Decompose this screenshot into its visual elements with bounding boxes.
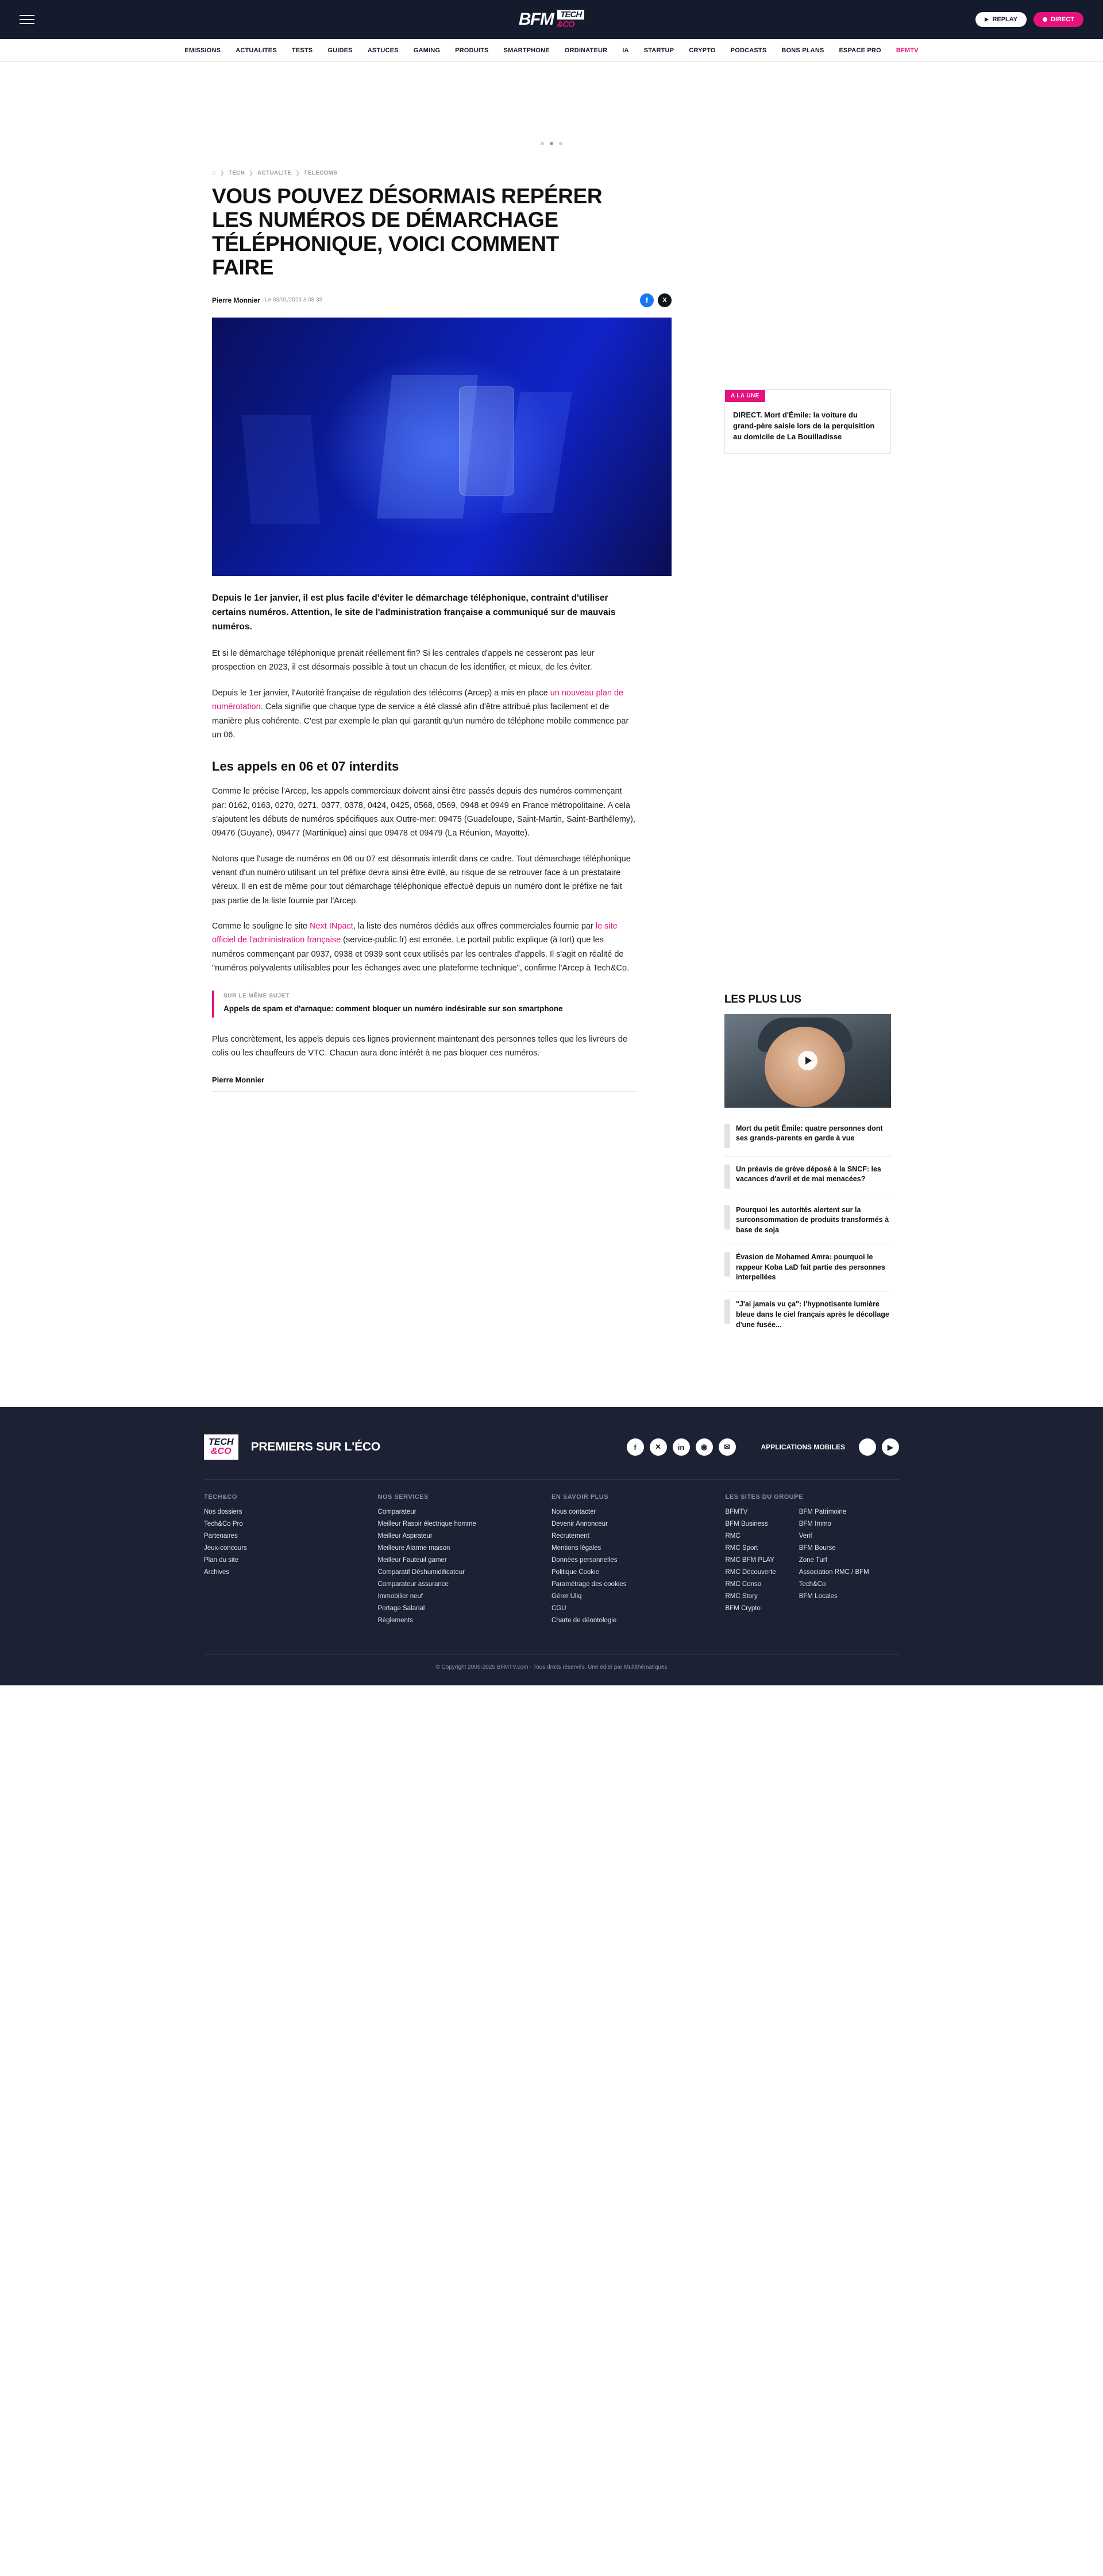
footer-link-1-4[interactable]: Meilleur Fauteuil gamer xyxy=(377,1557,447,1564)
footer-link-3-l6[interactable]: RMC Conso xyxy=(725,1581,762,1588)
byline xyxy=(212,293,672,307)
linkedin-icon[interactable]: in xyxy=(673,1438,690,1456)
nav-item-3[interactable]: GUIDES xyxy=(327,47,353,54)
link-service-public[interactable]: le site officiel de l'administration française xyxy=(212,922,618,945)
footer-column-group-sites xyxy=(726,1494,900,1629)
article-paragraph-5 xyxy=(212,919,637,975)
footer-link-1-1[interactable]: Meilleur Rasoir électrique homme xyxy=(377,1521,476,1528)
footer-link-3-r6[interactable]: Tech&Co xyxy=(799,1581,826,1588)
nav-item-8[interactable]: ORDINATEUR xyxy=(564,47,608,54)
footer-link-3-r3[interactable]: BFM Bourse xyxy=(799,1545,836,1552)
nav-item-13[interactable]: BONS PLANS xyxy=(781,47,824,54)
related-kicker: SUR LE MÊME SUJET xyxy=(223,992,290,999)
live-dot-icon xyxy=(1043,17,1047,22)
most-read-video-thumbnail[interactable] xyxy=(724,1014,891,1108)
footer-columns xyxy=(204,1479,899,1654)
direct-label: DIRECT xyxy=(1051,16,1074,23)
nav-item-0[interactable]: EMISSIONS xyxy=(184,47,221,54)
article-paragraph-4: Notons que l'usage de numéros en 06 ou 07 est désormais interdit dans ce cadre. Tout démarchage téléphonique venant d'un numéro utilisant un tel préfixe devra ainsi être évité, au risque de se retrouver face à un prestataire véreux. Il en est de même pour tout démarchage téléphonique effectué depuis un numéro dont le préfixe ne fait pas partie de la liste fournie par l'Arcep. xyxy=(212,854,631,906)
main-navigation xyxy=(0,39,1103,62)
article-conclusion: Plus concrètement, les appels depuis ces lignes proviennent maintenant des personnes telles que les livreurs de colis ou les chauffeurs de VTC. Chacun aura donc intérêt à ne pas bloquer ces numéros. xyxy=(212,1035,628,1058)
most-read-item-3[interactable]: Évasion de Mohamed Amra: pourquoi le rappeur Koba LaD fait partie des personnes interpellées xyxy=(736,1252,885,1282)
footer-link-3-r7[interactable]: BFM Locales xyxy=(799,1593,838,1600)
list-item-thumbnail xyxy=(724,1165,730,1189)
share-buttons xyxy=(640,293,672,307)
sidebar-spacer xyxy=(724,454,891,993)
article-hero-image xyxy=(212,318,672,576)
paragraph-5-part1: Comme le souligne le site xyxy=(212,922,310,931)
footer-column-techco xyxy=(204,1494,378,1629)
footer-link-3-r2[interactable]: Verif xyxy=(799,1533,812,1540)
hamburger-icon[interactable] xyxy=(20,15,37,24)
x-icon[interactable]: ✕ xyxy=(650,1438,667,1456)
breadcrumb-item-2[interactable]: TELECOMS xyxy=(304,169,338,176)
ad-carousel-zone xyxy=(0,62,1103,163)
footer-link-3-l0[interactable]: BFMTV xyxy=(725,1509,748,1516)
google-play-icon[interactable]: ▶ xyxy=(882,1438,899,1456)
footer-link-0-3[interactable]: Jeux-concours xyxy=(204,1545,247,1552)
footer-link-3-l5[interactable]: RMC Découverte xyxy=(725,1569,776,1576)
footer-logo[interactable] xyxy=(204,1434,238,1460)
footer-logo-tech: TECH xyxy=(209,1437,234,1448)
footer-link-2-7[interactable]: Gérer Uliq xyxy=(552,1593,582,1600)
footer-link-3-l2[interactable]: RMC xyxy=(725,1533,741,1540)
footer-link-3-r0[interactable]: BFM Patrimoine xyxy=(799,1509,847,1516)
article-paragraph-1: Et si le démarchage téléphonique prenait réellement fin? Si les centrales d'appels ne cesseront pas leur prospection en 2023, il est désormais possible à tout un chacun de les identifier, et mieux, de les éviter. xyxy=(212,649,595,672)
site-footer xyxy=(0,1407,1103,1685)
footer-link-1-5[interactable]: Comparatif Déshumidificateur xyxy=(377,1569,465,1576)
breadcrumb-item-1[interactable]: ACTUALITE xyxy=(257,169,292,176)
footer-link-2-2[interactable]: Recrutement xyxy=(552,1533,589,1540)
play-icon xyxy=(985,17,989,22)
article-lead: Depuis le 1er janvier, il est plus facile d'éviter le démarchage téléphonique, contraint d'utiliser certains numéros. Attention, le site de l'administration française a communiqué sur de mauvais numéros. xyxy=(212,593,616,632)
article-signature: Pierre Monnier xyxy=(212,1075,265,1084)
footer-link-1-3[interactable]: Meilleure Alarme maison xyxy=(377,1545,450,1552)
footer-social-links xyxy=(627,1438,899,1456)
footer-link-3-l3[interactable]: RMC Sport xyxy=(725,1545,758,1552)
breadcrumb-sep-2: ❯ xyxy=(249,169,254,176)
footer-link-0-2[interactable]: Partenaires xyxy=(204,1533,238,1540)
top-bar xyxy=(0,0,1103,39)
footer-link-1-0[interactable]: Comparateur xyxy=(377,1509,416,1516)
list-item-thumbnail xyxy=(724,1205,730,1229)
paragraph-2-part1: Depuis le 1er janvier, l'Autorité française de régulation des télécoms (Arcep) a mis en place xyxy=(212,688,550,698)
footer-column-services xyxy=(378,1494,552,1629)
footer-link-2-0[interactable]: Nous contacter xyxy=(552,1509,596,1516)
footer-link-1-9[interactable]: Règlements xyxy=(377,1617,413,1624)
footer-link-3-l7[interactable]: RMC Story xyxy=(725,1593,758,1600)
facebook-icon[interactable]: f xyxy=(627,1438,644,1456)
footer-link-2-6[interactable]: Paramétrage des cookies xyxy=(552,1581,627,1588)
article-date: Le 03/01/2023 à 08:38 xyxy=(265,297,323,304)
breaking-news-text[interactable]: DIRECT. Mort d'Émile: la voiture du grand-père saisie lors de la perquisition au domicile de La Bouilladisse xyxy=(733,411,875,441)
footer-link-2-1[interactable]: Devenir Annonceur xyxy=(552,1521,608,1528)
footer-link-3-l4[interactable]: RMC BFM PLAY xyxy=(725,1557,774,1564)
rss-icon[interactable]: ◉ xyxy=(696,1438,713,1456)
most-read-item-2[interactable]: Pourquoi les autorités alertent sur la surconsommation de produits transformés à base de soja xyxy=(736,1205,889,1235)
nav-item-11[interactable]: CRYPTO xyxy=(689,47,716,54)
footer-link-0-0[interactable]: Nos dossiers xyxy=(204,1509,242,1516)
carousel-dot-1[interactable] xyxy=(541,142,544,145)
page-body xyxy=(0,163,1103,1338)
play-icon[interactable] xyxy=(798,1051,817,1070)
footer-logo-co: &CO xyxy=(211,1446,232,1457)
footer-link-3-r4[interactable]: Zone Turf xyxy=(799,1557,827,1564)
footer-link-1-8[interactable]: Portage Salarial xyxy=(377,1605,425,1612)
list-item-thumbnail xyxy=(724,1252,730,1277)
nav-item-6[interactable]: PRODUITS xyxy=(455,47,489,54)
nav-item-9[interactable]: IA xyxy=(622,47,629,54)
facebook-share-icon[interactable]: f xyxy=(640,293,654,307)
mail-icon[interactable]: ✉ xyxy=(719,1438,736,1456)
breadcrumb xyxy=(212,163,672,184)
breadcrumb-sep-1: ❯ xyxy=(219,169,225,176)
footer-link-0-1[interactable]: Tech&Co Pro xyxy=(204,1521,243,1528)
list-item-thumbnail xyxy=(724,1299,730,1324)
carousel-dot-3[interactable] xyxy=(559,142,562,145)
article-author[interactable]: Pierre Monnier xyxy=(212,296,261,304)
nav-item-2[interactable]: TESTS xyxy=(291,47,313,54)
most-read-item-0[interactable]: Mort du petit Émile: quatre personnes dont ses grands-parents en garde à vue xyxy=(736,1124,883,1143)
footer-column-title-1: NOS SERVICES xyxy=(377,1494,429,1501)
breadcrumb-sep-3: ❯ xyxy=(295,169,300,176)
nav-item-12[interactable]: PODCASTS xyxy=(730,47,767,54)
article-column xyxy=(212,163,672,1338)
list-item[interactable] xyxy=(724,1244,891,1291)
footer-link-3-l8[interactable]: BFM Crypto xyxy=(725,1605,761,1612)
breadcrumb-item-0[interactable]: TECH xyxy=(228,169,245,176)
sidebar-column xyxy=(724,163,891,1338)
nav-item-15[interactable]: BFMTV xyxy=(896,47,919,54)
apple-store-icon[interactable] xyxy=(859,1438,876,1456)
nav-item-4[interactable]: ASTUCES xyxy=(367,47,399,54)
nav-item-1[interactable]: ACTUALITES xyxy=(236,47,277,54)
paragraph-2-part2: . Cela signifie que chaque type de service a été classé afin d'être attribué plus facilement et de manière plus cohérente. C'est par exemple le plan qui garantit qu'un numéro de téléphone mobile commence par un 06. xyxy=(212,702,629,740)
paragraph-5-part3: (service-public.fr) est erronée. Le portail public explique (à tort) que les numéros commençant par 0937, 0938 et 0939 sont ceux utilisés par les centrales d'appels. Il s'agit en réalité de "numéros polyvalents utilisables pour les échanges avec une plateforme technique", confirme l'Arcep à Tech&Co. xyxy=(212,935,630,973)
site-logo xyxy=(0,0,1103,39)
most-read-item-1[interactable]: Un préavis de grève déposé à la SNCF: les vacances d'avril et de mai menacées? xyxy=(736,1165,881,1183)
nav-item-5[interactable]: GAMING xyxy=(413,47,441,54)
footer-top xyxy=(204,1434,899,1479)
carousel-dots[interactable] xyxy=(541,142,562,145)
footer-link-3-l1[interactable]: BFM Business xyxy=(725,1521,768,1528)
footer-link-2-4[interactable]: Données personnelles xyxy=(552,1557,618,1564)
nav-item-14[interactable]: ESPACE PRO xyxy=(839,47,881,54)
apps-label: APPLICATIONS MOBILES xyxy=(761,1443,845,1452)
logo-tech: TECH xyxy=(557,10,584,20)
footer-column-more xyxy=(552,1494,726,1629)
footer-claim: PREMIERS SUR L'ÉCO xyxy=(250,1440,380,1454)
article-paragraph-2 xyxy=(212,686,637,742)
logo-bfm: BFM xyxy=(518,10,554,29)
replay-button[interactable] xyxy=(975,12,1027,27)
article-paragraph-3: Comme le précise l'Arcep, les appels commerciaux doivent ainsi être passés depuis des numéros commençant par: 0162, 0163, 0270, 0271, 0377, 0378, 0424, 0425, 0568, 0569, 0948 et 0949 en France métropolitaine. A cela s'ajoutent les débuts de numéros spécifiques aux Outre-mer: 09475 (Guadeloupe, Saint-Martin, Saint-Barthélemy), 09476 (Guyane), 09477 (Martinique) ainsi que 09478 et 09479 (La Réunion, Mayotte). xyxy=(212,787,636,838)
footer-column-title-3: LES SITES DU GROUPE xyxy=(725,1494,803,1501)
footer-link-3-r5[interactable]: Association RMC / BFM xyxy=(799,1569,869,1576)
nav-item-7[interactable]: SMARTPHONE xyxy=(503,47,550,54)
related-article-block[interactable] xyxy=(212,991,614,1018)
most-read-list xyxy=(724,1116,891,1339)
list-item[interactable] xyxy=(724,1116,891,1157)
breaking-news-body xyxy=(725,402,890,453)
footer-link-0-5[interactable]: Archives xyxy=(204,1569,230,1576)
footer-copyright: © Copyright 2006-2025 BFMTV.com - Tous droits réservés. Une édité par Multithématiques xyxy=(204,1654,899,1685)
breaking-news-badge: A LA UNE xyxy=(725,390,765,402)
footer-link-2-3[interactable]: Mentions légales xyxy=(552,1545,601,1552)
footer-link-0-4[interactable]: Plan du site xyxy=(204,1557,239,1564)
most-read-item-4[interactable]: "J'ai jamais vu ça": l'hypnotisante lumière bleue dans le ciel français après le décollage d'une fusée... xyxy=(736,1300,889,1329)
home-icon[interactable]: ⌂ xyxy=(212,169,216,176)
nav-item-10[interactable]: STARTUP xyxy=(643,47,674,54)
list-item-thumbnail xyxy=(724,1124,730,1148)
footer-link-2-5[interactable]: Politique Cookie xyxy=(552,1569,600,1576)
footer-link-1-6[interactable]: Comparateur assurance xyxy=(377,1581,449,1588)
list-item[interactable] xyxy=(724,1157,891,1197)
footer-column-title-0: TECH&CO xyxy=(204,1494,237,1501)
x-share-icon[interactable]: X xyxy=(658,293,672,307)
top-actions xyxy=(975,12,1083,27)
footer-link-3-r1[interactable]: BFM Immo xyxy=(799,1521,831,1528)
paragraph-5-part2: , la liste des numéros dédiés aux offres commerciales fournie par xyxy=(353,922,596,931)
related-title[interactable]: Appels de spam et d'arnaque: comment bloquer un numéro indésirable sur son smartphone xyxy=(223,1004,563,1013)
carousel-dot-2[interactable] xyxy=(550,142,553,145)
list-item[interactable] xyxy=(724,1291,891,1338)
footer-column-title-2: EN SAVOIR PLUS xyxy=(552,1494,609,1501)
footer-link-2-9[interactable]: Charte de déontologie xyxy=(552,1617,617,1624)
direct-button[interactable] xyxy=(1033,12,1083,27)
article-divider xyxy=(212,1091,637,1092)
footer-link-2-8[interactable]: CGU xyxy=(552,1605,566,1612)
link-nextinpact[interactable]: Next INpact xyxy=(310,922,353,931)
logo-co: &CO xyxy=(557,20,574,29)
footer-link-1-2[interactable]: Meilleur Aspirateur xyxy=(377,1533,433,1540)
link-plan-numerotation[interactable]: un nouveau plan de numérotation xyxy=(212,688,624,712)
hero-shape-left xyxy=(242,415,321,524)
breaking-news-card[interactable] xyxy=(724,389,891,454)
footer-link-1-7[interactable]: Immobilier neuf xyxy=(377,1593,423,1600)
page-title: VOUS POUVEZ DÉSORMAIS REPÉRER LES NUMÉROS DE DÉMARCHAGE TÉLÉPHONIQUE, VOICI COMMENT FAIRE xyxy=(212,184,603,280)
most-read-title: LES PLUS LUS xyxy=(724,993,801,1005)
list-item[interactable] xyxy=(724,1197,891,1244)
article-subtitle: Les appels en 06 et 07 interdits xyxy=(212,759,399,774)
replay-label: REPLAY xyxy=(992,16,1018,23)
